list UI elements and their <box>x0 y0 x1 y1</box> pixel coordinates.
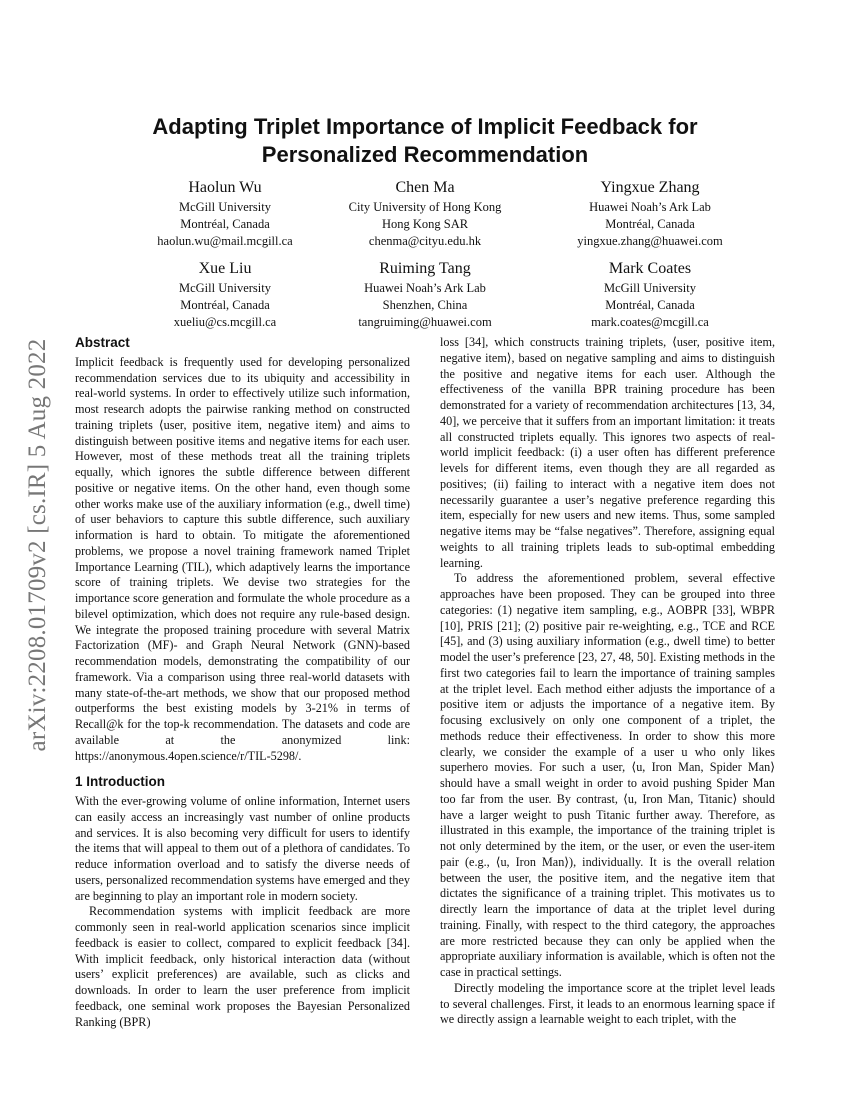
author-location: Montréal, Canada <box>180 217 270 231</box>
author-name: Chen Ma <box>395 179 455 196</box>
abstract-text: Implicit feedback is frequently used for developing personalized recommendation services due to its ubiquity and accessibility in real-world systems. In order to effectively utilize such information, most research adopts the pairwise ranking method on constructed training triplets ⟨user, positive item, negative item⟩ and aims to distinguish between positive items and negative items for each user. However, most of these methods treat all the training triplets equally, which ignores the subtle difference between different positive or negative items. On the other hand, even though some other works make use of the auxiliary information (e.g., dwell time) of user behaviors to capture this subtle difference, such auxiliary information is hard to obtain. To mitigate the aforementioned problems, we propose a novel training framework named Triplet Importance Learning (TIL), which adaptively learns the importance score of training triplets. We devise two strategies for the importance score generation and formulate the whole procedure as a bilevel optimization, which does not require any rule-based design. We integrate the proposed training procedure with several Matrix Factorization (MF)- and Graph Neural Network (GNN)-based recommendation models, demonstrating the compatibility of our framework. Via a comparison using three real-world datasets with many state-of-the-art methods, we show that our proposed method outperforms the best existing models by 3-21% in terms of Recall@k for the top-k recommendation. The datasets and code are available at the anonymized link: https://anonymous.4open.science/r/TIL-5298/. <box>75 354 410 763</box>
paragraph: With the ever-growing volume of online information, Internet users can easily access an increasingly vast number of online products and services. It is also becoming very difficult for users to identify the items that will appeal to them out of a plethora of candidates. To reduce information overload and to satisfy the diverse needs of users, personalized recommendation systems have emerged and they are beginning to play an important role in modern society. <box>75 794 410 903</box>
author-email: tangruiming@huawei.com <box>358 315 492 329</box>
author-email: chenma@cityu.edu.hk <box>368 234 482 248</box>
author-email: yingxue.zhang@huawei.com <box>577 234 723 248</box>
author-name: Xue Liu <box>198 260 252 277</box>
author-block <box>305 258 545 331</box>
paper-title <box>60 113 790 169</box>
author-email: mark.coates@mcgill.ca <box>591 315 709 329</box>
author-email: haolun.wu@mail.mcgill.ca <box>157 234 293 248</box>
author-affiliation: Huawei Noah’s Ark Lab <box>589 200 711 214</box>
abstract-heading: Abstract <box>75 335 130 350</box>
author-block <box>530 258 770 331</box>
author-block <box>530 177 770 250</box>
title-line-2: Personalized Recommendation <box>261 142 589 167</box>
paragraph: Directly modeling the importance score at the triplet level leads to several challenges. First, it leads to an enormous learning space if we directly assign a learnable weight to each triplet, with the <box>440 980 775 1027</box>
arxiv-identifier-text: arXiv:2208.01709v2 [cs.IR] 5 Aug 2022 <box>24 338 51 752</box>
author-block <box>305 177 545 250</box>
author-name: Yingxue Zhang <box>600 179 700 196</box>
author-location: Hong Kong SAR <box>381 217 469 231</box>
author-email: xueliu@cs.mcgill.ca <box>173 315 277 329</box>
arxiv-identifier-sidebar <box>18 305 58 785</box>
author-affiliation: City University of Hong Kong <box>348 200 502 214</box>
right-column <box>440 335 775 1028</box>
author-affiliation: McGill University <box>178 281 271 295</box>
author-location: Montréal, Canada <box>180 298 270 312</box>
author-affiliation: McGill University <box>603 281 696 295</box>
author-name: Ruiming Tang <box>379 260 471 277</box>
author-location: Montréal, Canada <box>605 217 695 231</box>
paragraph: Recommendation systems with implicit feedback are more commonly seen in real-world application scenarios since implicit feedback is easier to collect, compared to explicit feedback [34]. With implicit feedback, only historical interaction data (without users’ explicit preferences) are available, such as clicks and downloads. In order to learn the user preference from implicit feedback, one seminal work proposes the Bayesian Personalized Ranking (BPR) <box>75 904 410 1029</box>
paragraph: To address the aforementioned problem, several effective approaches have been proposed. They can be grouped into three categories: (1) negative item sampling, e.g., AOBPR [33], WBPR [10], PRIS [21]; (2) positive pair re-weighting, e.g., TCE and RCE [45], and (3) using auxiliary information (e.g., dwell time) to better model the user’s preference [23, 27, 48, 50]. Existing methods in the first two categories fail to learn the importance of training samples at the triplet level. Each method either adjusts the importance of a positive item or adjusts the importance of a negative item. By focusing exclusively on only one component of a triplet, the methods reduce their effectiveness. In order to show this more clearly, we consider the example of a user u who only likes superhero movies. For such a user, ⟨u, Iron Man, Spider Man⟩ should have a small weight in order to avoid pushing Spider Man too far from the user. By contrast, ⟨u, Iron Man, Titanic⟩ should have a larger weight to push Titanic further away. Therefore, as illustrated in this example, the importance of the training triplet is not only determined by the item, or the user, or even the user-item pair (e.g., ⟨u, Iron Man⟩), individually. It is the overall relation between the user, the positive item, and the negative item that dictates the significance of a training triplet. This motivates us to directly learn the importance of data at the triplet level during training. Finally, with respect to the third category, the approaches are more restricted because they can only be applied when the appropriate auxiliary information is available, which is often not the case in practical settings. <box>440 571 775 979</box>
introduction-heading: 1 Introduction <box>75 774 165 790</box>
title-line-1: Adapting Triplet Importance of Implicit Feedback for <box>152 114 698 139</box>
paragraph: loss [34], which constructs training triplets, ⟨user, positive item, negative item⟩, based on negative sampling and aims to distinguish the positive and negative items for each user. Although the effectiveness of the vanilla BPR training procedure has been demonstrated for a variety of recommendation architectures [13, 34, 40], we perceive that it suffers from an important limitation: it treats all constructed triplets equally. This ignores two aspects of real-world implicit feedback: (i) a user often has different preference levels for different items, even though they are all regarded as positives; (ii) failing to interact with a negative item does not necessarily guarantee a user’s negative preference regarding this item, especially for new users and new items. Thus, some sampled negative items may be “false negatives”. Therefore, assigning equal weights to all training triplets leads to sub-optimal embedding learning. <box>440 335 775 570</box>
author-location: Montréal, Canada <box>605 298 695 312</box>
author-affiliation: McGill University <box>178 200 271 214</box>
author-affiliation: Huawei Noah’s Ark Lab <box>364 281 486 295</box>
left-column <box>75 335 410 1030</box>
author-name: Mark Coates <box>608 260 692 277</box>
author-location: Shenzhen, China <box>382 298 468 312</box>
author-name: Haolun Wu <box>188 179 262 196</box>
